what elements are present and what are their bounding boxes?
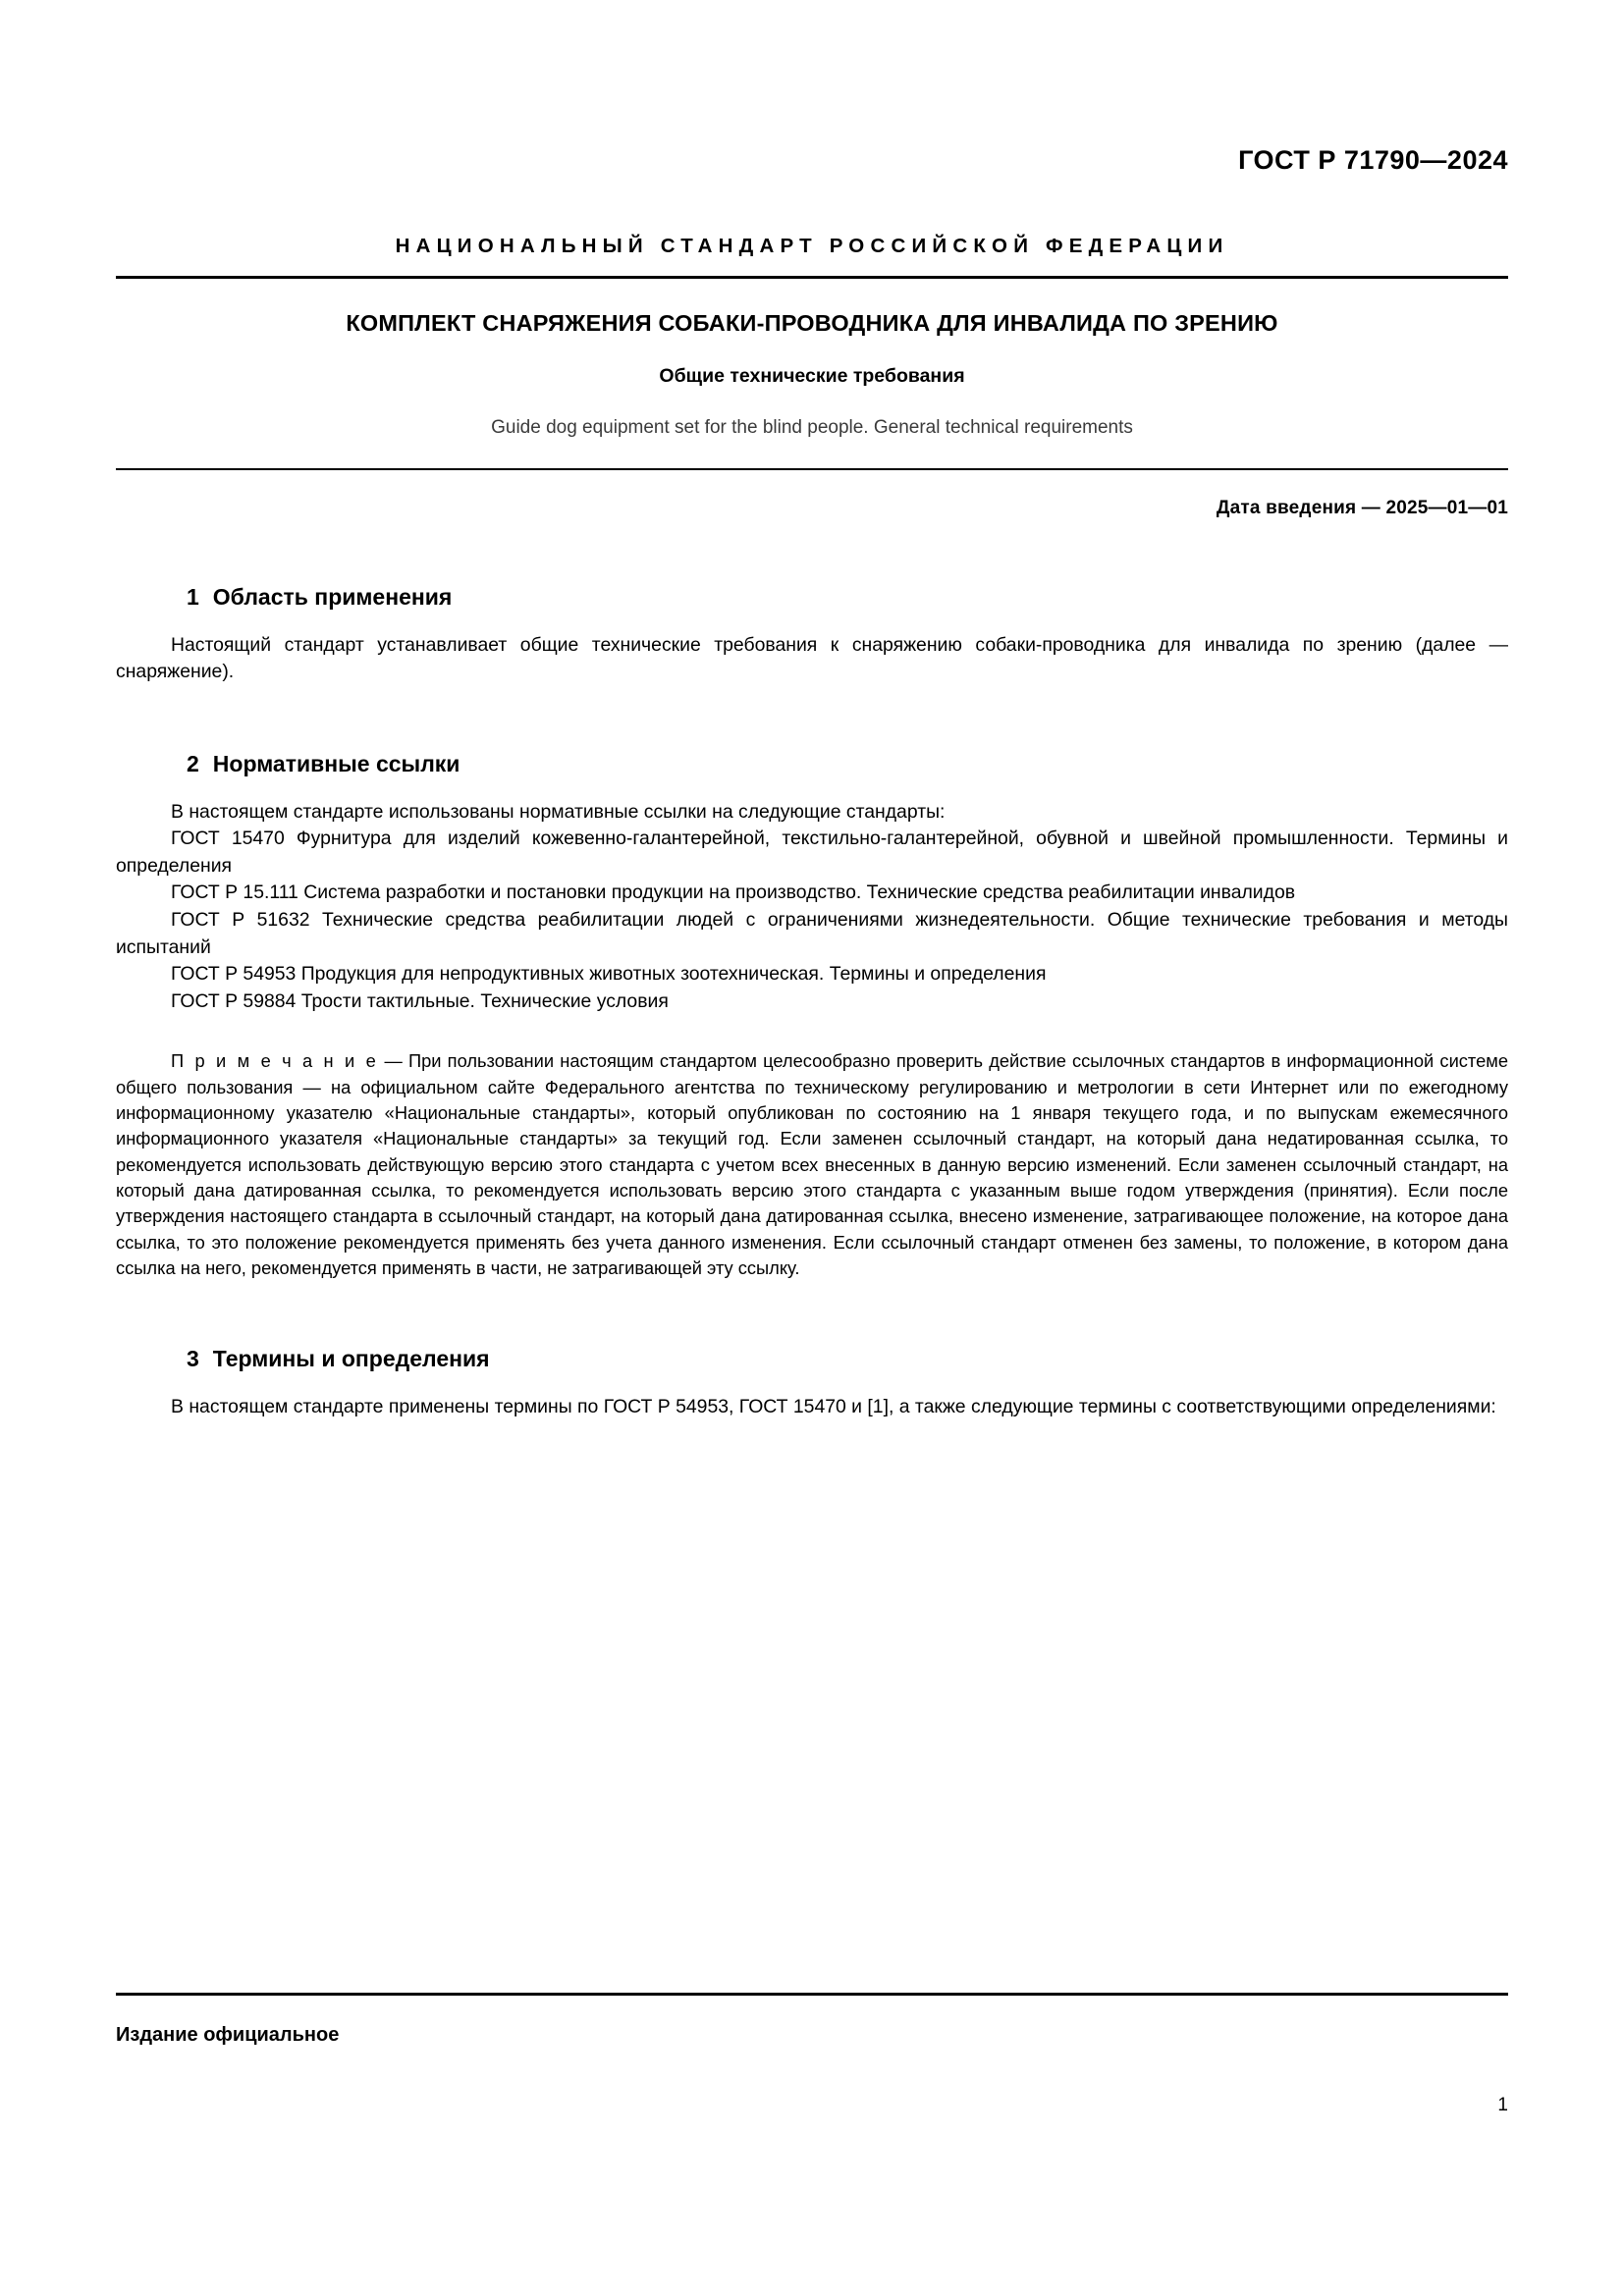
section-2-note bbox=[116, 1048, 1508, 1281]
section-number-3: 3 bbox=[187, 1346, 199, 1372]
section-2-reference-gost-15470: ГОСТ 15470 Фурнитура для изделий кожевенно-галантерейной, текстильно-галантерейной, обувной и швейной промышленности. Термины и определения bbox=[116, 828, 1508, 877]
section-title-2: Нормативные ссылки bbox=[212, 750, 460, 776]
section-3-paragraph-1: В настоящем стандарте применены термины по ГОСТ Р 54953, ГОСТ 15470 и [1], а также следующие термины с соответствующими определениями: bbox=[171, 1396, 1496, 1418]
note-label: П р и м е ч а н и е bbox=[171, 1050, 379, 1072]
section-number-2: 2 bbox=[187, 750, 199, 776]
note-text: — При пользовании настоящим стандартом целесообразно проверить действие ссылочных стандартов в информационной системе общего пользования — на официальном сайте Федерального агентства по техническому регулированию и метрологии в сети Интернет или по ежегодному информационному указателю «Национальные стандарты», который опубликован по состоянию на 1 января текущего года, и по выпускам ежемесячного информационного указателя «Национальные стандарты» за текущий год. Если заменен ссылочный стандарт, на который дана недатированная ссылка, то рекомендуется использовать действующую версию этого стандарта с учетом всех внесенных в данную версию изменений. Если заменен ссылочный стандарт, на который дана датированная ссылка, то рекомендуется использовать версию этого стандарта с указанным выше годом утверждения (принятия). Если после утверждения настоящего стандарта в ссылочный стандарт, на который дана датированная ссылка, внесено изменение, затрагивающее положение, на которое дана ссылка, то это положение рекомендуется применять без учета данного изменения. Если ссылочный стандарт отменен без замены, то положение, в котором дана ссылка на него, рекомендуется применять в части, не затрагивающей эту ссылку. bbox=[116, 1050, 1508, 1278]
section-2-reference-gost-r-15-111: ГОСТ Р 15.111 Система разработки и постановки продукции на производство. Технические средства реабилитации инвалидов bbox=[171, 881, 1296, 904]
section-heading-2 bbox=[116, 751, 1508, 777]
page-title: КОМПЛЕКТ СНАРЯЖЕНИЯ СОБАКИ-ПРОВОДНИКА ДЛЯ ИНВАЛИДА ПО ЗРЕНИЮ bbox=[346, 310, 1278, 336]
page-content bbox=[116, 0, 1508, 1421]
section-2-paragraph-1: В настоящем стандарте использованы нормативные ссылки на следующие стандарты: bbox=[171, 800, 946, 823]
section-2-reference-gost-r-59884: ГОСТ Р 59884 Трости тактильные. Технические условия bbox=[171, 989, 669, 1012]
divider-footer bbox=[116, 1993, 1508, 1996]
section-heading-1 bbox=[116, 584, 1508, 611]
national-standard-line: НАЦИОНАЛЬНЫЙ СТАНДАРТ РОССИЙСКОЙ ФЕДЕРАЦИИ bbox=[395, 235, 1229, 257]
section-2-reference-gost-r-54953: ГОСТ Р 54953 Продукция для непродуктивных животных зоотехническая. Термины и определения bbox=[171, 963, 1047, 986]
page-title-english: Guide dog equipment set for the blind people. General technical requirements bbox=[491, 416, 1133, 438]
introduction-date: Дата введения — 2025—01—01 bbox=[1216, 497, 1508, 518]
divider-below-title bbox=[116, 468, 1508, 470]
page-number: 1 bbox=[1497, 2095, 1508, 2115]
section-number-1: 1 bbox=[187, 583, 199, 610]
section-title-3: Термины и определения bbox=[212, 1346, 490, 1372]
section-1-paragraph-1: Настоящий стандарт устанавливает общие технические требования к снаряжению собаки-проводника для инвалида по зрению (далее — снаряжение). bbox=[116, 633, 1508, 683]
page-subtitle: Общие технические требования bbox=[659, 364, 965, 387]
section-2-reference-gost-r-51632: ГОСТ Р 51632 Технические средства реабилитации людей с ограничениями жизнедеятельности. Общие технические требования и методы испытаний bbox=[116, 909, 1508, 958]
title-block bbox=[116, 279, 1508, 439]
gost-number: ГОСТ Р 71790—2024 bbox=[1238, 145, 1508, 175]
section-title-1: Область применения bbox=[212, 583, 453, 610]
section-heading-3 bbox=[116, 1346, 1508, 1372]
official-edition-label: Издание официальное bbox=[116, 2024, 340, 2046]
